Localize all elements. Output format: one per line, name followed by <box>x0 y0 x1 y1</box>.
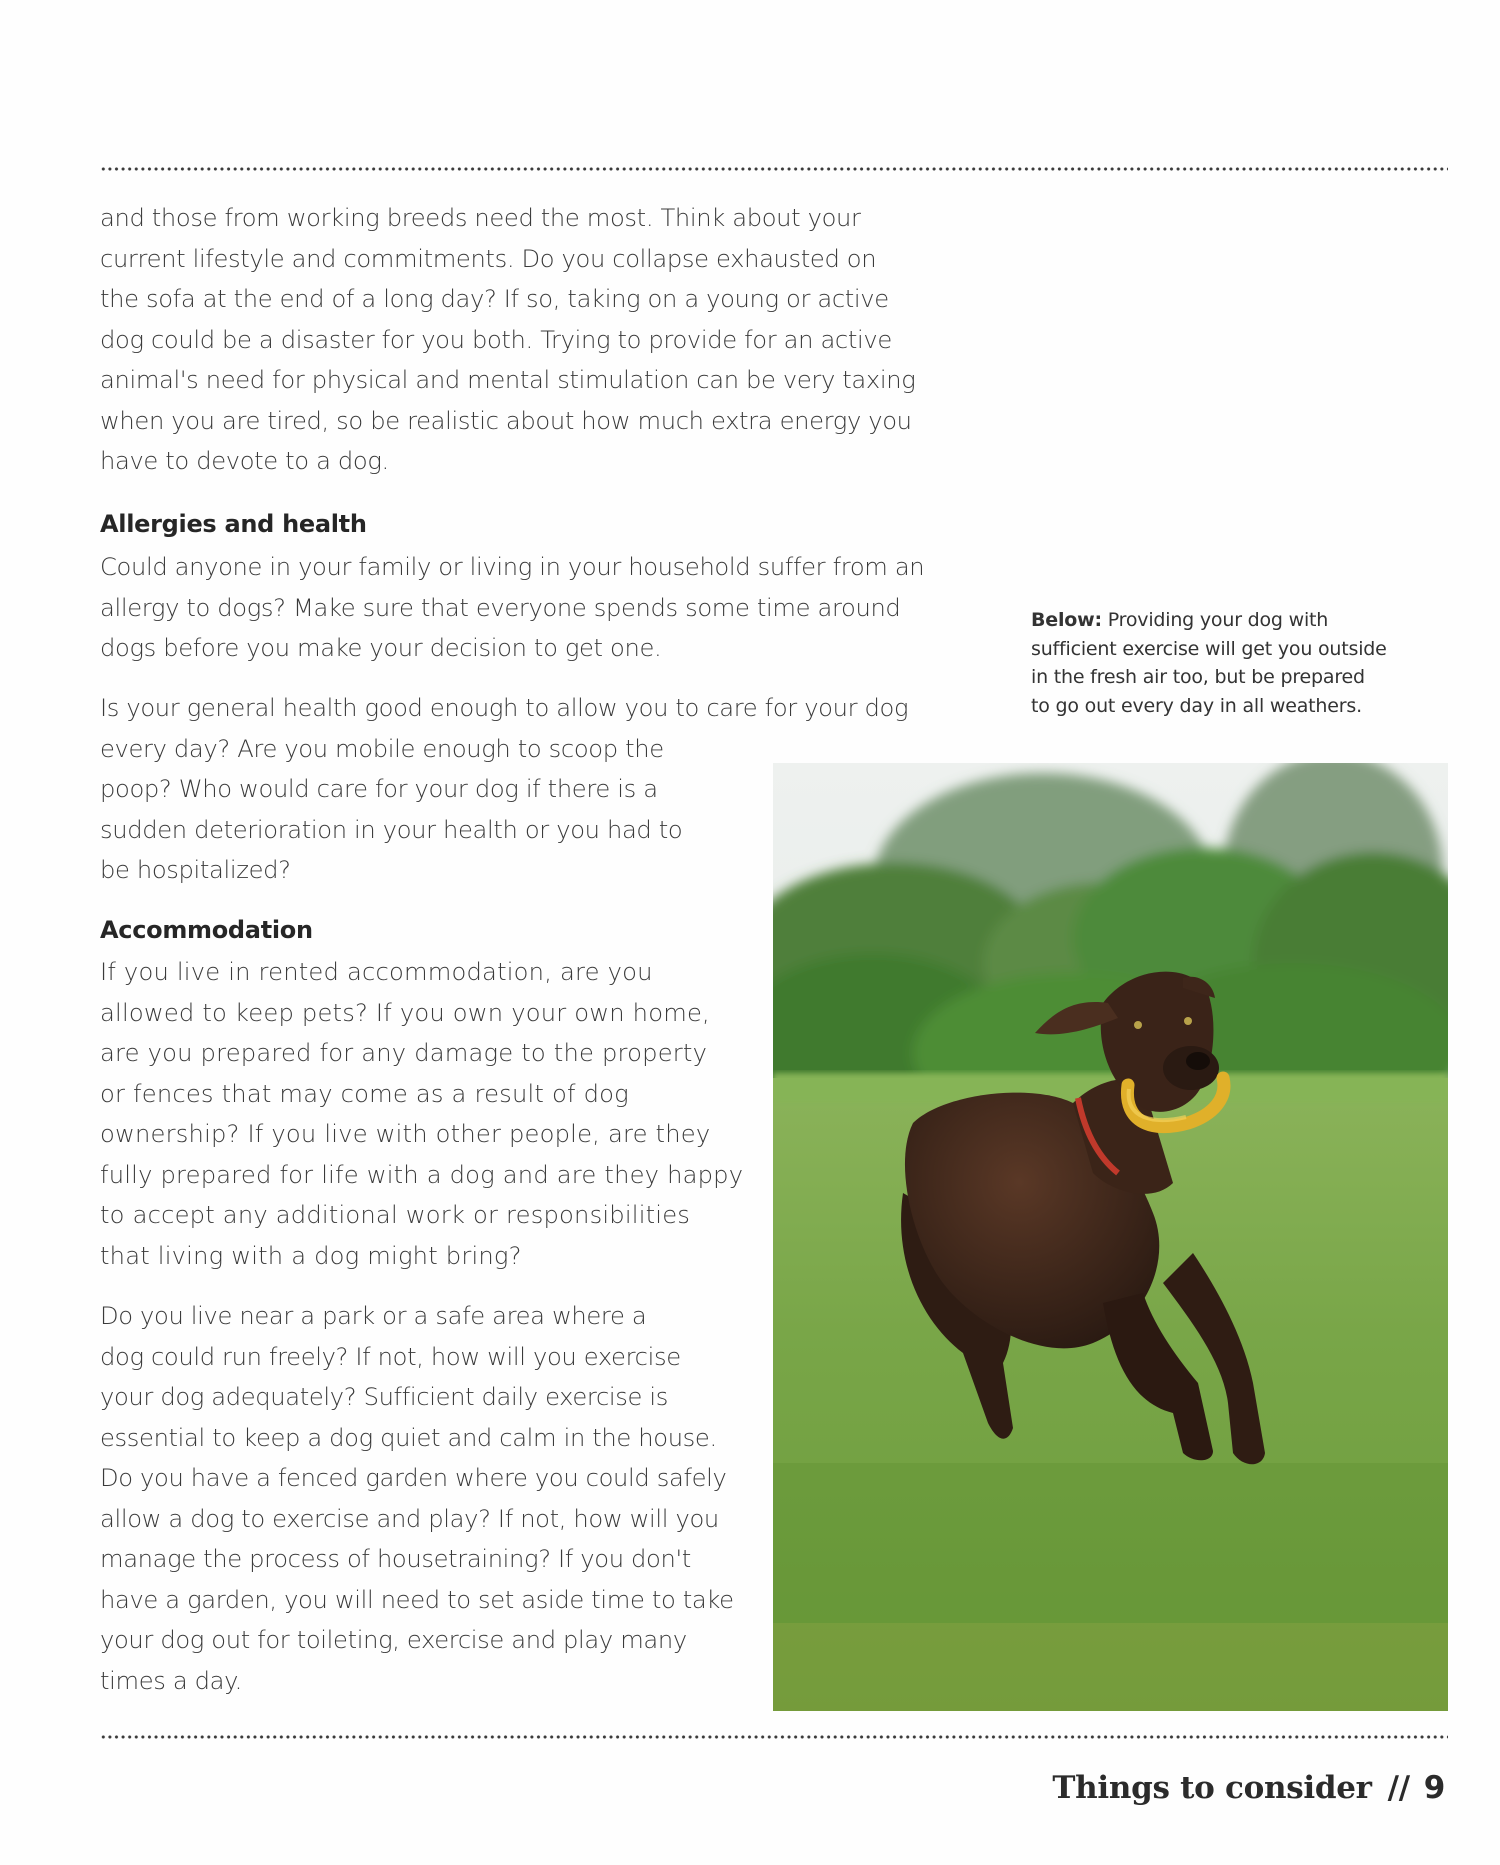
text-line: to accept any additional work or responsibilities <box>100 1201 691 1229</box>
text-line: fully prepared for life with a dog and are they happy <box>100 1160 744 1189</box>
text-line: Could anyone in your family or living in your household suffer from an <box>100 553 925 581</box>
intro-paragraph <box>100 198 915 482</box>
caption-line: sufficient exercise will get you outside <box>1031 637 1387 660</box>
text-line: ownership? If you live with other people, are they <box>100 1120 711 1148</box>
text-line: allergy to dogs? Make sure that everyone spends some time around <box>100 593 901 622</box>
caption-line: to go out every day in all weathers. <box>1031 694 1362 717</box>
text-line: your dog adequately? Sufficient daily exercise is <box>100 1383 669 1411</box>
top-dotted-rule <box>100 167 1448 171</box>
text-line: allowed to keep pets? If you own your own home, <box>100 998 710 1027</box>
text-line: allow a dog to exercise and play? If not, how will you <box>100 1504 719 1533</box>
text-line: poop? Who would care for your dog if there is a <box>100 775 658 803</box>
text-line: and those from working breeds need the most. Think about your <box>100 204 861 232</box>
page-footer <box>1052 1770 1445 1806</box>
text-line: dogs before you make your decision to get one. <box>100 634 662 662</box>
caption-label: Below: <box>1031 609 1102 631</box>
dog-running-illustration <box>773 763 1448 1711</box>
text-line: the sofa at the end of a long day? If so, taking on a young or active <box>100 285 889 313</box>
page-number: 9 <box>1423 1770 1445 1806</box>
text-line: Is your general health good enough to allow you to care for your dog <box>100 694 909 722</box>
text-line: have a garden, you will need to set aside time to take <box>100 1585 734 1614</box>
text-line: Do you have a fenced garden where you could safely <box>100 1464 727 1492</box>
caption-line: in the fresh air too, but be prepared <box>1031 666 1365 689</box>
text-line: dog could run freely? If not, how will you exercise <box>100 1342 681 1371</box>
text-line: dog could be a disaster for you both. Trying to provide for an active <box>100 325 892 354</box>
text-line: your dog out for toileting, exercise and play many <box>100 1626 687 1654</box>
text-line: If you live in rented accommodation, are you <box>100 958 653 986</box>
text-line: have to devote to a dog. <box>100 447 389 475</box>
text-line: manage the process of housetraining? If you don't <box>100 1545 691 1573</box>
text-line: that living with a dog might bring? <box>100 1241 522 1270</box>
grass-texture <box>773 1463 1448 1711</box>
caption-text: Providing your dog with <box>1107 609 1329 631</box>
text-line: Do you live near a park or a safe area where a <box>100 1302 647 1330</box>
photo-caption <box>1031 606 1387 720</box>
text-line: are you prepared for any damage to the property <box>100 1039 708 1067</box>
dog-photo <box>773 763 1448 1711</box>
text-line: times a day. <box>100 1666 242 1695</box>
text-line: when you are tired, so be realistic about how much extra energy you <box>100 406 912 435</box>
text-line: every day? Are you mobile enough to scoop the <box>100 734 664 763</box>
text-line: be hospitalized? <box>100 856 291 884</box>
text-line: or fences that may come as a result of dog <box>100 1079 629 1108</box>
text-line: animal's need for physical and mental stimulation can be very taxing <box>100 366 916 394</box>
footer-section-title: Things to consider <box>1052 1770 1372 1806</box>
footer-separator: // <box>1387 1770 1410 1806</box>
caption-line <box>1031 606 1387 635</box>
bottom-dotted-rule <box>100 1735 1448 1739</box>
text-line: current lifestyle and commitments. Do you collapse exhausted on <box>100 244 877 273</box>
heading-allergies-and-health: Allergies and health <box>100 510 367 538</box>
allergies-paragraph-1 <box>100 547 924 669</box>
accommodation-paragraph-2 <box>100 1296 734 1701</box>
accommodation-paragraph-1 <box>100 952 743 1276</box>
text-line: essential to keep a dog quiet and calm in the house. <box>100 1423 717 1452</box>
text-line: sudden deterioration in your health or you had to <box>100 815 683 844</box>
heading-accommodation: Accommodation <box>100 916 313 944</box>
